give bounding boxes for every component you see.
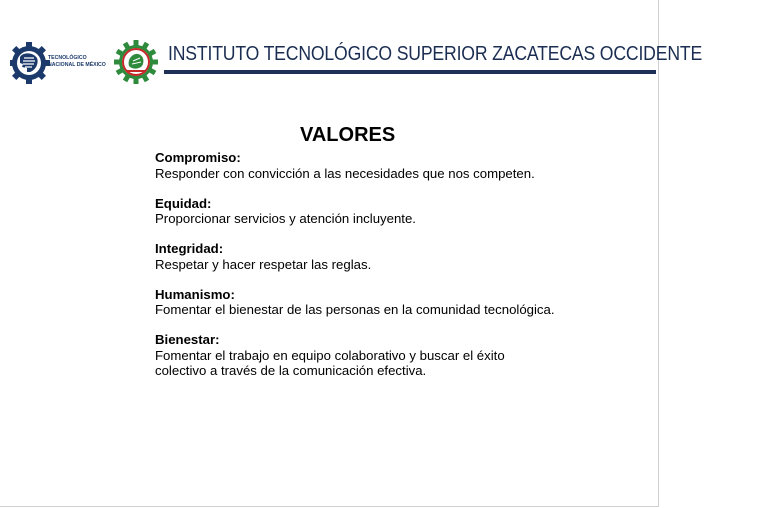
value-item-humanismo xyxy=(155,287,555,318)
value-item-compromiso xyxy=(155,150,555,181)
value-name: Integridad: xyxy=(155,241,224,256)
value-description: Respetar y hacer respetar las reglas. xyxy=(155,256,372,272)
value-item-bienestar xyxy=(155,332,555,379)
value-name: Humanismo: xyxy=(155,286,235,302)
tecnm-logo-line-1: TECNOLÓGICO xyxy=(48,55,87,61)
value-item-equidad xyxy=(155,196,555,227)
value-description: Fomentar el trabajo en equipo colaborativo y buscar el éxito colectivo a través de la comunicación efectiva. xyxy=(155,347,505,378)
value-description: Fomentar el bienestar de las personas en la comunidad tecnológica. xyxy=(155,302,555,317)
value-name: Compromiso: xyxy=(155,150,241,165)
value-description: Responder con convicción a las necesidades que nos competen. xyxy=(155,165,535,181)
value-item-integridad xyxy=(155,241,555,272)
value-name: Bienestar: xyxy=(155,332,220,347)
tecnm-logo-line-2: NACIONAL DE MÉXICO xyxy=(48,61,106,68)
header-title: INSTITUTO TECNOLÓGICO SUPERIOR ZACATECAS OCCIDENTE xyxy=(168,42,703,65)
header-divider xyxy=(164,70,656,74)
tecnm-logo-text xyxy=(48,55,108,68)
section-title: VALORES xyxy=(300,124,396,146)
value-description: Proporcionar servicios y atención incluyente. xyxy=(155,211,416,226)
itsz-seal-icon xyxy=(112,38,160,86)
values-list xyxy=(155,150,555,393)
value-name: Equidad: xyxy=(155,195,212,211)
